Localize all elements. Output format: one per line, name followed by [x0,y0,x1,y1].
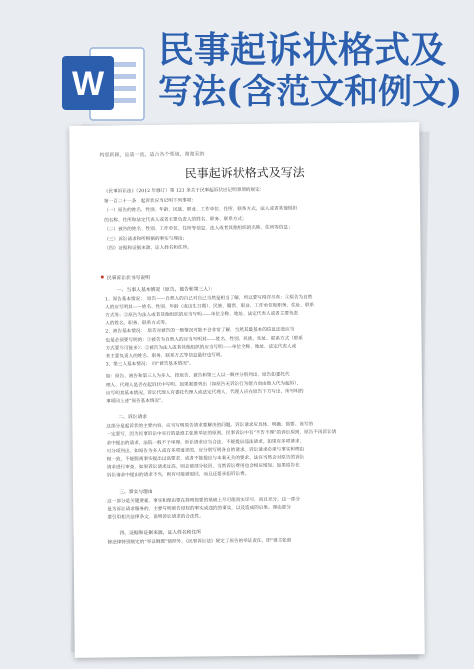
word-document-icon [60,44,146,124]
doc-line: 这部分是起诉状的主要内容，应当写明原告请求要解决的问题。诉讼请求应具体、明确、简要。该写的 [106,422,314,430]
bullet-dot [101,275,104,278]
doc-line: （二）被告的姓名、性别、工作单位、住所等信息，法人或者其他组织的名称、住所等信息； [104,225,293,233]
doc-line: 如：原告、被告和第三人为多人，按原告、被告和第三人以一顺序分别列出，原告如委托代 [105,372,290,380]
doc-line: （四）证据和证据来源，证人姓名和住所。 [104,245,192,252]
doc-line: 的名称、住所和法定代表人或者主要负责人的姓名、职务、联系方式； [104,216,247,223]
banner-title-line2: 写法(含范文和例文) [158,72,463,112]
section-heading: 一、当事人基本情况（原告、被告和第三人）： [116,286,216,293]
doc-line: 求中提出的请求，法院一般不予审理。诉讼请求应当合法，不能提出违法请求。如果有多项请求， [106,438,305,446]
doc-line: 3、第三人基本情况： 同“被告基本情况”。 [105,361,194,368]
section-heading: 四、证据和证据来源，证人姓名和住所 [119,530,202,537]
doc-line: （三）诉讼请求和所根据的事实与理由； [104,236,188,242]
banner [0,0,474,120]
doc-line: 除法律特别规定的“举证倒置”情形外，《民事诉讼法》规定了原告的举证责任。即“谁主张谁 [107,538,292,546]
section-heading: 民事诉讼状书写说明 [106,275,151,281]
doc-line: 第一百二十一条 起诉状应当记明下列事项： [103,198,196,204]
doc-line: 《民事诉讼法》（2012 年修订）第 121 条关于民事起诉状应记明事项的规定： [103,187,265,195]
banner-title-line1: 民事起诉状格式及 [158,29,447,71]
section-heading: 三、事实与理由 [119,489,153,495]
doc-line: 理人、代理人是否在起诉状中写明。如果需要列出（如原告无诉讼行为能力而由他人代为起诉）， [105,380,302,388]
doc-line: （一）原告的姓名、性别、年龄、民族、职业、工作单位、住所、联系方式，法人或者其他组织 [104,206,298,214]
doc-line: 诉讼请求中提出的请求不当，则有可能被驳回，而且还要承担诉讼费。 [106,472,250,479]
doc-line: 1、原告基本情况： 原告——自然人的自己对自己当然是相当了解，所以要写得详尽些：①原告为自然 [105,294,313,302]
doc-line: 2、被告基本情况： 原告对被告的一般情况可能不会非常了解，当然其最基本的信息还是应当 [105,327,295,335]
doc-line: 可分项列出。如原告为多人或有多项请求的，应分别写明各自的请求。诉讼请求必须与事实和理由 [106,447,305,455]
doc-line: 要引用相关法律条文，说明诉讼请求的合法性。 [107,514,204,521]
doc-line: 也是必须要写明的：①被告为自然人的应当写明其——姓名、性别、民族、住址、联系方式（联系 [105,335,304,343]
doc-line: 方式等；②原告为法人或者其他组织的应当写明——单位全称、地址、法定代表人或者主要负责 [105,311,299,319]
doc-line: 请求进行审查，如果诉讼请求过高，则会被部分驳回，当然诉讼费用也会相应增加。如果原告在 [106,463,300,471]
section-heading: 二、诉讼请求 [118,415,148,421]
document-page [69,122,425,658]
logo-letter: W [71,65,105,103]
doc-line: 一定要写，因为民事诉讼中实行的是谁主张谁举证的原则。民事诉讼中有“不告不理”的诉讼原则，原告不再诉讼请 [106,430,337,438]
doc-line: 方式要尽可能多）；②被告为法人或者其他组织的应当写明——单位全称、地址、法定代表人或 [105,344,297,352]
doc-line: 是为诉讼请求服务的，主要写明被告侵权的事实或违约的事实，以及造成的后果。理由部分 [107,505,292,513]
doc-line: 这一部分是关键要素。事实和理由要在简明扼要的基础上尽可能真实详尽，而且充分。这一部分 [107,496,301,504]
document-title: 民事起诉状格式及写法 [184,165,305,181]
doc-line: 事项同上述“原告基本情况”。 [106,398,166,405]
header-note: 构思新颖，品质一流，适合各个领域，谢谢采纳 [99,151,205,159]
doc-line: 相一致，不能脱离事实提出过高要求，或者不能提出与本案无关的要求。法官当然会对原告的诉讼 [106,455,305,463]
doc-line: 应写明其基本情况。诉讼代理人有委托代理人或法定代理人，代理人应在原告下方写出，所写明的 [106,389,304,397]
doc-line: 人的应写明其——姓名、性别、年龄（或出生日期）、民族、籍贯、职业、工作单位和职务、住址、联系 [105,302,315,311]
doc-line: 者主要负责人的姓名、职务、联系方式等信息最好也写明。 [105,353,226,360]
doc-line: 人的姓名、职务、联系方式等。 [105,320,170,327]
